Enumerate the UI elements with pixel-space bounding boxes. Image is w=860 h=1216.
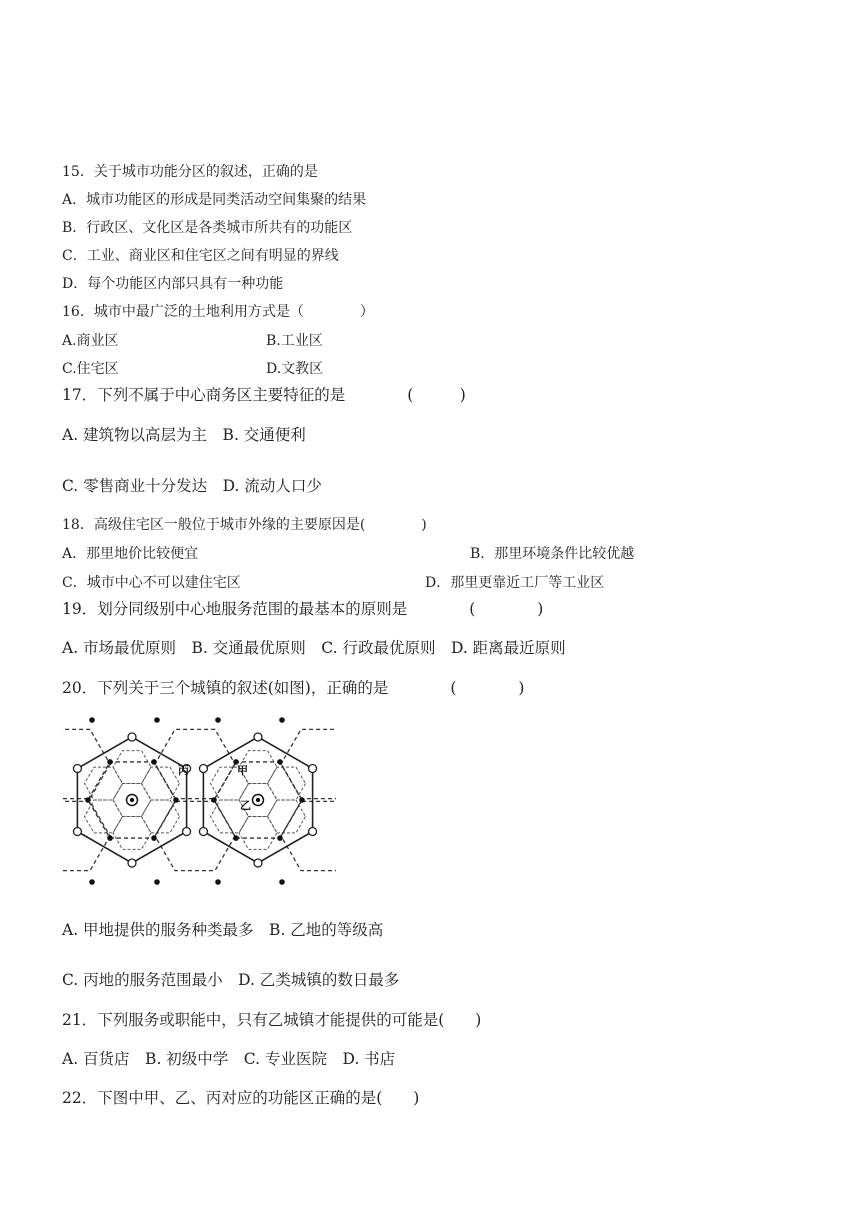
town-open-circle bbox=[73, 765, 81, 773]
central-place-core bbox=[130, 798, 134, 802]
town-black-dot bbox=[215, 717, 221, 723]
label-yi: 乙 bbox=[240, 799, 251, 812]
q17-options-cd: C. 零售商业十分发达 D. 流动人口少 bbox=[62, 477, 322, 495]
q20-options-ab: A. 甲地提供的服务种类最多 B. 乙地的等级高 bbox=[62, 921, 384, 939]
q18-stem: 18．高级住宅区一般位于城市外缘的主要原因是( ) bbox=[62, 517, 427, 533]
q15-option-c: C．工业、商业区和住宅区之间有明显的界线 bbox=[62, 248, 339, 264]
town-black-dot bbox=[215, 879, 221, 885]
q18-option-a: A．那里地价比较便宜 bbox=[62, 546, 199, 562]
town-black-dot bbox=[277, 759, 283, 765]
town-black-dot bbox=[233, 835, 239, 841]
central-place-hexagon-diagram bbox=[62, 712, 336, 898]
q15-stem: 15．关于城市功能分区的叙述，正确的是 bbox=[62, 164, 318, 180]
q18-option-c: C．城市中心不可以建住宅区 bbox=[62, 575, 241, 591]
town-black-dot bbox=[211, 797, 217, 803]
town-open-circle bbox=[73, 828, 81, 836]
town-black-dot bbox=[85, 797, 91, 803]
town-open-circle bbox=[128, 859, 136, 867]
q20-stem: 20．下列关于三个城镇的叙述(如图)，正确的是 ( ) bbox=[62, 679, 525, 697]
q15-option-a: A．城市功能区的形成是同类活动空间集聚的结果 bbox=[62, 192, 367, 208]
q21-stem: 21．下列服务或职能中，只有乙城镇才能提供的可能是( ) bbox=[62, 1011, 482, 1029]
town-black-dot bbox=[107, 835, 113, 841]
town-black-dot bbox=[277, 835, 283, 841]
town-black-dot bbox=[107, 759, 113, 765]
q16-stem: 16．城市中最广泛的土地利用方式是（ ） bbox=[62, 304, 374, 320]
small-market-hexagon bbox=[113, 751, 151, 784]
small-market-hexagon bbox=[239, 817, 277, 850]
q22-stem: 22．下图中甲、乙、丙对应的功能区正确的是( ) bbox=[62, 1089, 420, 1107]
town-open-circle bbox=[199, 828, 207, 836]
q17-stem: 17．下列不属于中心商务区主要特征的是 ( ) bbox=[62, 386, 466, 404]
q19-stem: 19．划分同级别中心地服务范围的最基本的原则是 ( ) bbox=[62, 600, 544, 618]
town-open-circle bbox=[254, 733, 262, 741]
small-market-hexagon bbox=[113, 817, 151, 850]
q16-option-b: B.工业区 bbox=[266, 333, 323, 349]
town-open-circle bbox=[309, 828, 317, 836]
town-black-dot bbox=[151, 759, 157, 765]
q15-option-b: B．行政区、文化区是各类城市所共有的功能区 bbox=[62, 220, 353, 236]
q18-option-b: B．那里环境条件比较优越 bbox=[470, 546, 635, 562]
q16-option-c: C.住宅区 bbox=[62, 361, 119, 377]
medium-market-hexagon bbox=[155, 729, 235, 798]
town-black-dot bbox=[299, 797, 305, 803]
q21-options: A. 百货店 B. 初级中学 C. 专业医院 D. 书店 bbox=[62, 1050, 396, 1068]
medium-market-hexagon bbox=[155, 801, 235, 870]
town-open-circle bbox=[309, 765, 317, 773]
town-black-dot bbox=[279, 717, 285, 723]
q15-option-d: D．每个功能区内部只具有一种功能 bbox=[62, 276, 284, 292]
town-black-dot bbox=[173, 797, 179, 803]
q18-option-d: D．那里更靠近工厂等工业区 bbox=[425, 575, 605, 591]
town-open-circle bbox=[254, 859, 262, 867]
label-bing: 丙 bbox=[178, 764, 189, 777]
town-black-dot bbox=[154, 879, 160, 885]
q16-option-d: D.文教区 bbox=[266, 361, 324, 377]
q20-options-cd: C. 丙地的服务范围最小 D. 乙类城镇的数日最多 bbox=[62, 971, 400, 989]
town-open-circle bbox=[183, 828, 191, 836]
town-black-dot bbox=[89, 717, 95, 723]
town-black-dot bbox=[154, 717, 160, 723]
q17-options-ab: A. 建筑物以高层为主 B. 交通便利 bbox=[62, 426, 306, 444]
label-jia: 甲 bbox=[237, 764, 248, 777]
medium-market-hexagon bbox=[281, 729, 336, 798]
medium-market-hexagon bbox=[281, 801, 336, 870]
q16-option-a: A.商业区 bbox=[62, 333, 119, 349]
town-black-dot bbox=[279, 879, 285, 885]
town-open-circle bbox=[128, 733, 136, 741]
town-open-circle bbox=[199, 765, 207, 773]
town-black-dot bbox=[89, 879, 95, 885]
q19-options: A. 市场最优原则 B. 交通最优原则 C. 行政最优原则 D. 距离最近原则 bbox=[62, 639, 566, 657]
town-black-dot bbox=[151, 835, 157, 841]
central-place-core bbox=[256, 798, 260, 802]
